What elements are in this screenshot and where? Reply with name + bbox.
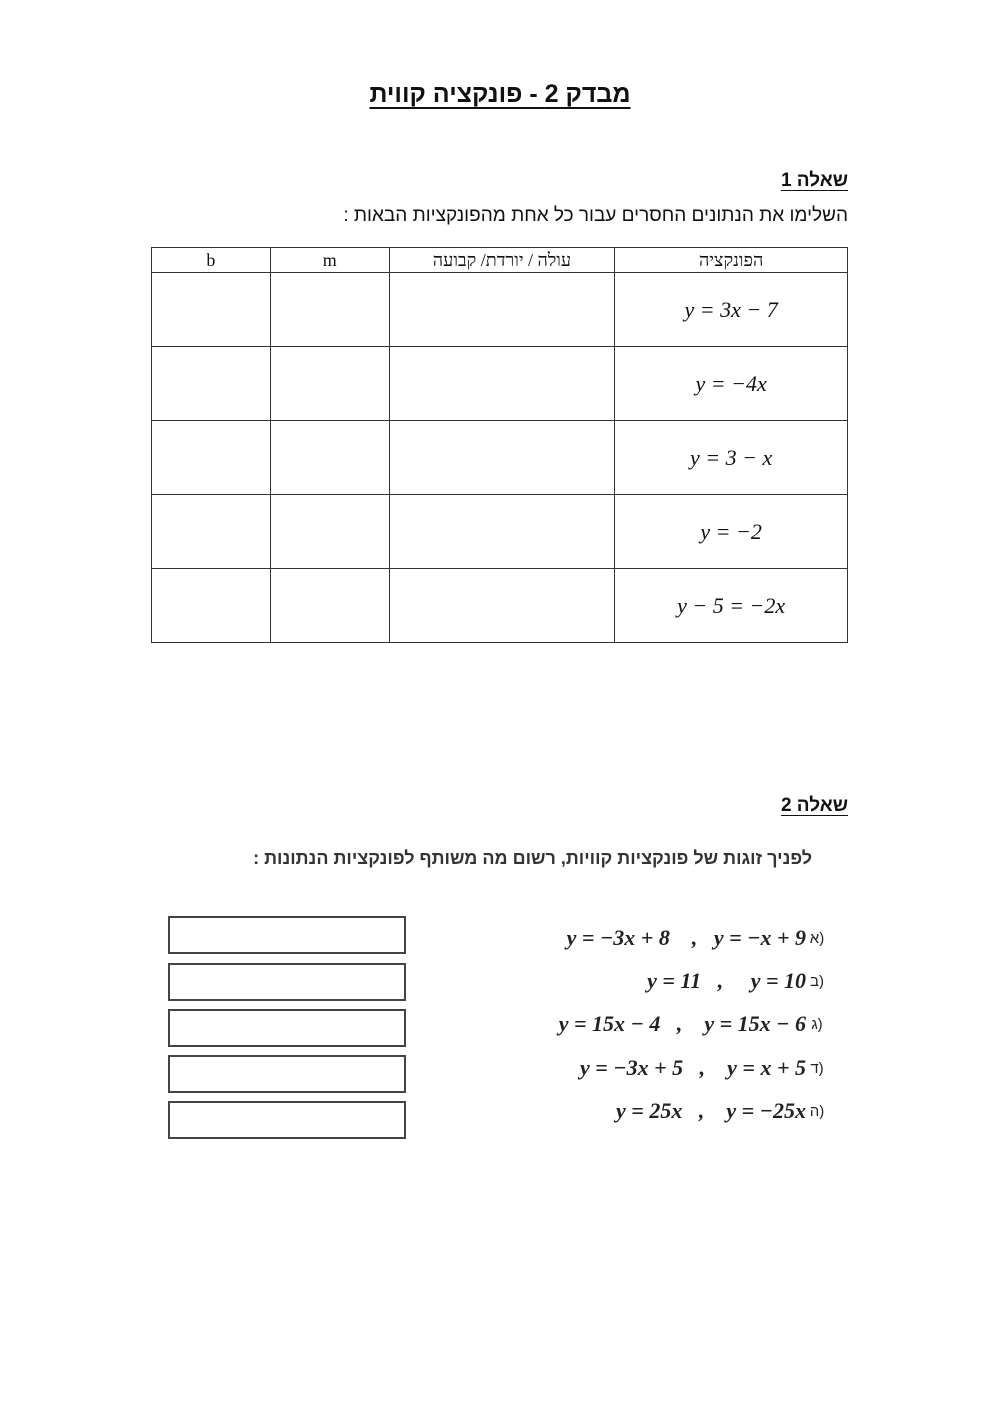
column-header-function: הפונקציה xyxy=(615,248,848,273)
pair-first-function: y = 10 xyxy=(750,968,806,993)
answer-cell-m[interactable] xyxy=(270,495,389,569)
function-pair xyxy=(567,923,828,953)
pair-separator: , xyxy=(682,1098,727,1123)
answer-cell-direction[interactable] xyxy=(389,569,615,643)
answer-box[interactable] xyxy=(168,1101,406,1139)
answer-box[interactable] xyxy=(168,1009,406,1047)
table-row xyxy=(152,569,848,643)
table-row xyxy=(152,421,848,495)
pair-second-function: y = −3x + 5 xyxy=(579,1055,684,1080)
table-header-row xyxy=(152,248,848,273)
pair-first-function: y = x + 5 xyxy=(727,1055,806,1080)
answer-cell-direction[interactable] xyxy=(389,273,615,347)
answer-cell-b[interactable] xyxy=(152,273,271,347)
table-row xyxy=(152,495,848,569)
answer-cell-direction[interactable] xyxy=(389,347,615,421)
pair-second-function: y = 15x − 4 xyxy=(558,1011,661,1036)
pair-separator: , xyxy=(660,1011,705,1036)
page-title: מבדק 2 - פונקציה קווית xyxy=(369,80,631,108)
pair-letter: ב) xyxy=(810,972,824,990)
question-1-heading: שאלה 1 xyxy=(780,170,848,191)
pair-separator: , xyxy=(701,968,751,993)
pair-second-function: y = 25x xyxy=(616,1098,683,1123)
pair-first-function: y = −25x xyxy=(726,1098,806,1123)
pair-letter: ג) xyxy=(811,1015,823,1033)
pair-letter: ד) xyxy=(810,1059,824,1077)
column-header-b: b xyxy=(152,248,271,273)
function-cell: y = 3x − 7 xyxy=(615,273,848,347)
answer-cell-m[interactable] xyxy=(270,569,389,643)
functions-table xyxy=(151,247,848,643)
question-1-instruction: השלימו את הנתונים החסרים עבור כל אחת מהפונקציות הבאות : xyxy=(343,205,848,226)
question-2-instruction: לפניך זוגות של פונקציות קוויות, רשום מה משותף לפונקציות הנתונות : xyxy=(253,848,812,868)
answer-cell-direction[interactable] xyxy=(389,421,615,495)
pair-letter: א) xyxy=(809,929,825,947)
pair-second-function: y = −3x + 8 xyxy=(566,925,670,950)
function-cell: y = 3 − x xyxy=(615,421,848,495)
answer-cell-b[interactable] xyxy=(152,495,271,569)
pair-first-function: y = 15x − 6 xyxy=(704,1011,806,1036)
table-row xyxy=(152,347,848,421)
answer-cell-m[interactable] xyxy=(270,421,389,495)
function-cell: y − 5 = −2x xyxy=(615,569,848,643)
answer-cell-direction[interactable] xyxy=(389,495,615,569)
pair-second-function: y = 11 xyxy=(647,968,702,993)
function-cell: y = −4x xyxy=(615,347,848,421)
answer-cell-b[interactable] xyxy=(152,347,271,421)
answer-cell-b[interactable] xyxy=(152,569,271,643)
answer-box[interactable] xyxy=(168,1055,406,1093)
answer-cell-m[interactable] xyxy=(270,273,389,347)
column-header-m: m xyxy=(270,248,389,273)
question-2-heading: שאלה 2 xyxy=(780,795,848,816)
answer-box[interactable] xyxy=(168,963,406,1001)
function-pair xyxy=(580,1053,828,1083)
pair-letter: ה) xyxy=(809,1102,825,1120)
pair-first-function: y = −x + 9 xyxy=(713,925,806,950)
answer-cell-b[interactable] xyxy=(152,421,271,495)
answer-cell-m[interactable] xyxy=(270,347,389,421)
pair-separator: , xyxy=(683,1055,728,1080)
function-cell: y = −2 xyxy=(615,495,848,569)
answer-box[interactable] xyxy=(168,916,406,954)
function-pair xyxy=(559,1009,828,1039)
function-pair xyxy=(616,1096,828,1126)
pair-separator: , xyxy=(669,925,714,950)
column-header-direction: עולה / יורדת/ קבועה xyxy=(389,248,615,273)
function-pair xyxy=(647,966,828,996)
table-row xyxy=(152,273,848,347)
